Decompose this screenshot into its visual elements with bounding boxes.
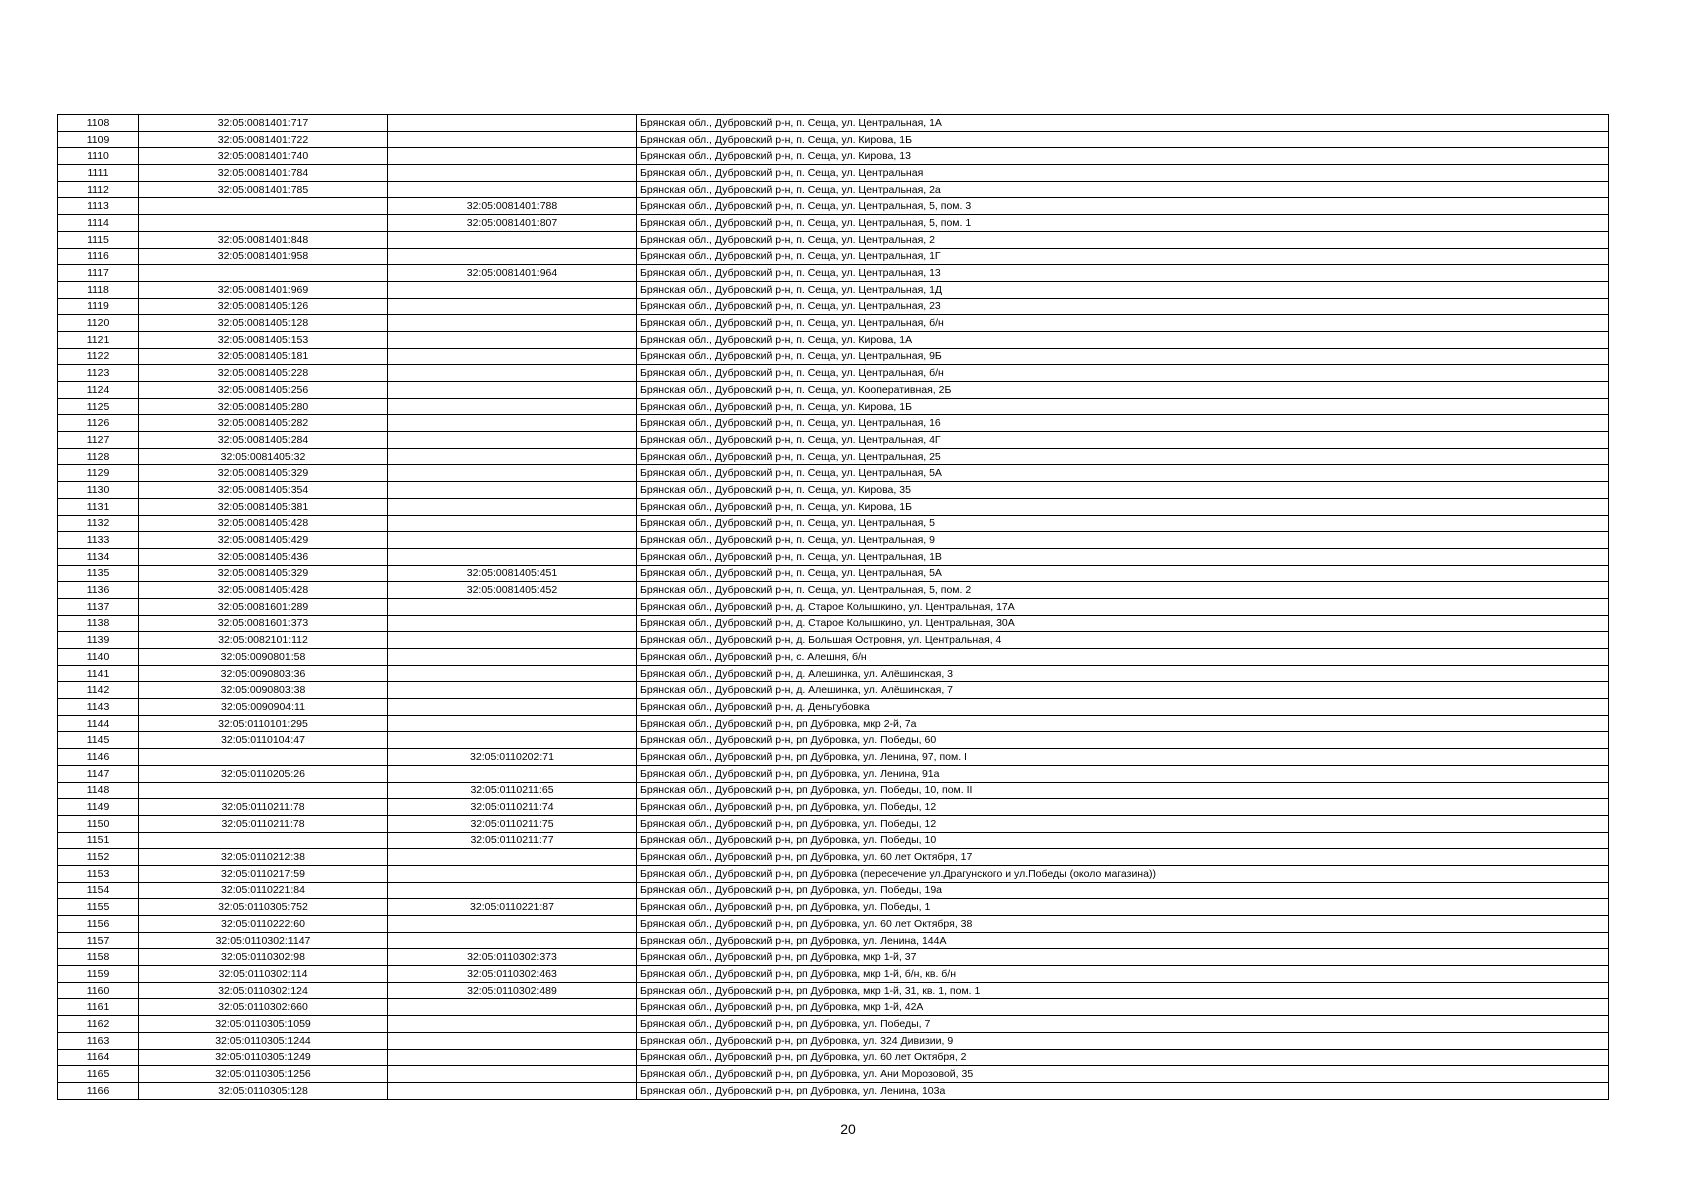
table-row <box>58 215 1609 232</box>
address-cell: Брянская обл., Дубровский р-н, рп Дубровка, ул. Победы, 1 <box>637 899 1609 916</box>
row-number-cell: 1118 <box>58 281 139 298</box>
address-cell: Брянская обл., Дубровский р-н, п. Сеща, ул. Центральная, 1В <box>637 548 1609 565</box>
object-number-cell <box>388 181 637 198</box>
table-row <box>58 365 1609 382</box>
object-number-cell <box>388 432 637 449</box>
cadastral-number-cell: 32:05:0110302:98 <box>139 949 388 966</box>
cadastral-number-cell: 32:05:0081401:958 <box>139 248 388 265</box>
cadastral-number-cell: 32:05:0081405:381 <box>139 498 388 515</box>
row-number-cell: 1133 <box>58 532 139 549</box>
address-cell: Брянская обл., Дубровский р-н, рп Дубровка, ул. 60 лет Октября, 38 <box>637 916 1609 933</box>
row-number-cell: 1128 <box>58 448 139 465</box>
table-row <box>58 699 1609 716</box>
address-cell: Брянская обл., Дубровский р-н, п. Сеща, ул. Центральная, 5 <box>637 515 1609 532</box>
object-number-cell <box>388 148 637 165</box>
address-cell: Брянская обл., Дубровский р-н, д. Деньгубовка <box>637 699 1609 716</box>
address-cell: Брянская обл., Дубровский р-н, п. Сеща, ул. Центральная, 23 <box>637 298 1609 315</box>
address-cell: Брянская обл., Дубровский р-н, рп Дубровка, мкр 1-й, 42А <box>637 999 1609 1016</box>
table-row <box>58 1049 1609 1066</box>
cadastral-number-cell: 32:05:0081405:436 <box>139 548 388 565</box>
object-number-cell: 32:05:0110202:71 <box>388 749 637 766</box>
object-number-cell: 32:05:0081401:964 <box>388 265 637 282</box>
row-number-cell: 1120 <box>58 315 139 332</box>
cadastral-number-cell: 32:05:0081405:329 <box>139 465 388 482</box>
cadastral-number-cell: 32:05:0081405:128 <box>139 315 388 332</box>
row-number-cell: 1114 <box>58 215 139 232</box>
object-number-cell <box>388 415 637 432</box>
object-number-cell <box>388 298 637 315</box>
table-row <box>58 515 1609 532</box>
row-number-cell: 1164 <box>58 1049 139 1066</box>
table-row <box>58 899 1609 916</box>
cadastral-number-cell: 32:05:0110211:78 <box>139 815 388 832</box>
row-number-cell: 1125 <box>58 398 139 415</box>
table-row <box>58 532 1609 549</box>
address-cell: Брянская обл., Дубровский р-н, д. Алешинка, ул. Алёшинская, 7 <box>637 682 1609 699</box>
address-cell: Брянская обл., Дубровский р-н, п. Сеща, ул. Центральная, 5, пом. 3 <box>637 198 1609 215</box>
cadastral-number-cell <box>139 749 388 766</box>
object-number-cell <box>388 649 637 666</box>
row-number-cell: 1165 <box>58 1066 139 1083</box>
cadastral-number-cell: 32:05:0110104:47 <box>139 732 388 749</box>
cadastral-number-cell: 32:05:0082101:112 <box>139 632 388 649</box>
cadastral-number-cell: 32:05:0090801:58 <box>139 649 388 666</box>
address-cell: Брянская обл., Дубровский р-н, п. Сеща, ул. Центральная, 9 <box>637 532 1609 549</box>
registry-table <box>57 114 1609 1100</box>
object-number-cell <box>388 348 637 365</box>
object-number-cell: 32:05:0110211:75 <box>388 815 637 832</box>
object-number-cell: 32:05:0081405:451 <box>388 565 637 582</box>
address-cell: Брянская обл., Дубровский р-н, п. Сеща, ул. Центральная, б/н <box>637 365 1609 382</box>
object-number-cell: 32:05:0110302:463 <box>388 966 637 983</box>
object-number-cell: 32:05:0110302:489 <box>388 982 637 999</box>
object-number-cell <box>388 699 637 716</box>
object-number-cell <box>388 315 637 332</box>
table-row <box>58 281 1609 298</box>
address-cell: Брянская обл., Дубровский р-н, п. Сеща, ул. Центральная, 1Д <box>637 281 1609 298</box>
object-number-cell <box>388 515 637 532</box>
row-number-cell: 1162 <box>58 1016 139 1033</box>
cadastral-number-cell <box>139 215 388 232</box>
address-cell: Брянская обл., Дубровский р-н, п. Сеща, ул. Центральная, 1А <box>637 115 1609 132</box>
table-row <box>58 181 1609 198</box>
table-row <box>58 682 1609 699</box>
table-row <box>58 832 1609 849</box>
table-row <box>58 865 1609 882</box>
row-number-cell: 1155 <box>58 899 139 916</box>
object-number-cell <box>388 932 637 949</box>
table-row <box>58 465 1609 482</box>
row-number-cell: 1129 <box>58 465 139 482</box>
row-number-cell: 1147 <box>58 765 139 782</box>
address-cell: Брянская обл., Дубровский р-н, рп Дубровка, ул. Победы, 7 <box>637 1016 1609 1033</box>
row-number-cell: 1132 <box>58 515 139 532</box>
table-row <box>58 1082 1609 1099</box>
address-cell: Брянская обл., Дубровский р-н, рп Дубровка, ул. Победы, 12 <box>637 799 1609 816</box>
object-number-cell <box>388 465 637 482</box>
address-cell: Брянская обл., Дубровский р-н, рп Дубровка, ул. Победы, 19а <box>637 882 1609 899</box>
table-row <box>58 999 1609 1016</box>
object-number-cell <box>388 498 637 515</box>
cadastral-number-cell <box>139 265 388 282</box>
address-cell: Брянская обл., Дубровский р-н, рп Дубровка, ул. Победы, 10, пом. II <box>637 782 1609 799</box>
address-cell: Брянская обл., Дубровский р-н, п. Сеща, ул. Центральная, б/н <box>637 315 1609 332</box>
cadastral-number-cell: 32:05:0110101:295 <box>139 715 388 732</box>
address-cell: Брянская обл., Дубровский р-н, п. Сеща, ул. Кирова, 1Б <box>637 398 1609 415</box>
table-row <box>58 448 1609 465</box>
row-number-cell: 1149 <box>58 799 139 816</box>
object-number-cell <box>388 1066 637 1083</box>
address-cell: Брянская обл., Дубровский р-н, п. Сеща, ул. Центральная, 5А <box>637 465 1609 482</box>
cadastral-number-cell: 32:05:0081405:256 <box>139 382 388 399</box>
address-cell: Брянская обл., Дубровский р-н, рп Дубровка, мкр 2-й, 7а <box>637 715 1609 732</box>
address-cell: Брянская обл., Дубровский р-н, рп Дубровка, ул. Победы, 10 <box>637 832 1609 849</box>
object-number-cell <box>388 732 637 749</box>
cadastral-number-cell: 32:05:0081405:153 <box>139 331 388 348</box>
address-cell: Брянская обл., Дубровский р-н, п. Сеща, ул. Центральная, 1Г <box>637 248 1609 265</box>
object-number-cell <box>388 331 637 348</box>
address-cell: Брянская обл., Дубровский р-н, п. Сеща, ул. Центральная, 5, пом. 2 <box>637 582 1609 599</box>
object-number-cell: 32:05:0110211:65 <box>388 782 637 799</box>
object-number-cell <box>388 115 637 132</box>
address-cell: Брянская обл., Дубровский р-н, рп Дубровка, ул. Ленина, 91а <box>637 765 1609 782</box>
table-row <box>58 298 1609 315</box>
row-number-cell: 1163 <box>58 1032 139 1049</box>
object-number-cell <box>388 248 637 265</box>
object-number-cell <box>388 1032 637 1049</box>
row-number-cell: 1159 <box>58 966 139 983</box>
object-number-cell <box>388 281 637 298</box>
row-number-cell: 1130 <box>58 482 139 499</box>
address-cell: Брянская обл., Дубровский р-н, рп Дубровка (пересечение ул.Драгунского и ул.Победы (около магазина)) <box>637 865 1609 882</box>
cadastral-number-cell: 32:05:0110305:1249 <box>139 1049 388 1066</box>
row-number-cell: 1131 <box>58 498 139 515</box>
row-number-cell: 1110 <box>58 148 139 165</box>
table-row <box>58 732 1609 749</box>
object-number-cell <box>388 365 637 382</box>
cadastral-number-cell: 32:05:0110212:38 <box>139 849 388 866</box>
cadastral-number-cell: 32:05:0081401:722 <box>139 131 388 148</box>
row-number-cell: 1153 <box>58 865 139 882</box>
address-cell: Брянская обл., Дубровский р-н, п. Сеща, ул. Кирова, 1Б <box>637 498 1609 515</box>
address-cell: Брянская обл., Дубровский р-н, д. Старое Колышкино, ул. Центральная, 17А <box>637 598 1609 615</box>
object-number-cell <box>388 615 637 632</box>
row-number-cell: 1121 <box>58 331 139 348</box>
row-number-cell: 1117 <box>58 265 139 282</box>
row-number-cell: 1158 <box>58 949 139 966</box>
cadastral-number-cell: 32:05:0081401:969 <box>139 281 388 298</box>
table-row <box>58 1016 1609 1033</box>
cadastral-number-cell: 32:05:0110221:84 <box>139 882 388 899</box>
table-row <box>58 415 1609 432</box>
table-row <box>58 949 1609 966</box>
table-row <box>58 248 1609 265</box>
row-number-cell: 1135 <box>58 565 139 582</box>
cadastral-number-cell: 32:05:0081401:717 <box>139 115 388 132</box>
table-row <box>58 315 1609 332</box>
row-number-cell: 1151 <box>58 832 139 849</box>
table-row <box>58 165 1609 182</box>
address-cell: Брянская обл., Дубровский р-н, рп Дубровка, ул. Ани Морозовой, 35 <box>637 1066 1609 1083</box>
row-number-cell: 1157 <box>58 932 139 949</box>
table-row <box>58 382 1609 399</box>
table-row <box>58 632 1609 649</box>
address-cell: Брянская обл., Дубровский р-н, п. Сеща, ул. Центральная, 5А <box>637 565 1609 582</box>
cadastral-number-cell: 32:05:0110302:114 <box>139 966 388 983</box>
row-number-cell: 1123 <box>58 365 139 382</box>
cadastral-number-cell: 32:05:0081401:785 <box>139 181 388 198</box>
cadastral-number-cell: 32:05:0081405:32 <box>139 448 388 465</box>
cadastral-number-cell: 32:05:0081601:289 <box>139 598 388 615</box>
cadastral-number-cell: 32:05:0081405:284 <box>139 432 388 449</box>
cadastral-number-cell: 32:05:0110305:128 <box>139 1082 388 1099</box>
object-number-cell: 32:05:0110211:77 <box>388 832 637 849</box>
table-row <box>58 1032 1609 1049</box>
address-cell: Брянская обл., Дубровский р-н, п. Сеща, ул. Центральная, 5, пом. 1 <box>637 215 1609 232</box>
cadastral-number-cell: 32:05:0081405:181 <box>139 348 388 365</box>
row-number-cell: 1122 <box>58 348 139 365</box>
row-number-cell: 1113 <box>58 198 139 215</box>
address-cell: Брянская обл., Дубровский р-н, п. Сеща, ул. Центральная, 2а <box>637 181 1609 198</box>
object-number-cell <box>388 916 637 933</box>
address-cell: Брянская обл., Дубровский р-н, рп Дубровка, ул. 60 лет Октября, 17 <box>637 849 1609 866</box>
table-row <box>58 432 1609 449</box>
row-number-cell: 1108 <box>58 115 139 132</box>
object-number-cell <box>388 165 637 182</box>
cadastral-number-cell: 32:05:0110205:26 <box>139 765 388 782</box>
address-cell: Брянская обл., Дубровский р-н, рп Дубровка, ул. 60 лет Октября, 2 <box>637 1049 1609 1066</box>
address-cell: Брянская обл., Дубровский р-н, рп Дубровка, ул. Победы, 12 <box>637 815 1609 832</box>
object-number-cell <box>388 398 637 415</box>
table-row <box>58 115 1609 132</box>
row-number-cell: 1148 <box>58 782 139 799</box>
table-row <box>58 231 1609 248</box>
row-number-cell: 1124 <box>58 382 139 399</box>
cadastral-number-cell: 32:05:0081405:354 <box>139 482 388 499</box>
row-number-cell: 1154 <box>58 882 139 899</box>
cadastral-number-cell: 32:05:0090803:36 <box>139 665 388 682</box>
address-cell: Брянская обл., Дубровский р-н, рп Дубровка, ул. 324 Дивизии, 9 <box>637 1032 1609 1049</box>
table-row <box>58 582 1609 599</box>
table-row <box>58 131 1609 148</box>
row-number-cell: 1119 <box>58 298 139 315</box>
address-cell: Брянская обл., Дубровский р-н, д. Большая Островня, ул. Центральная, 4 <box>637 632 1609 649</box>
table-row <box>58 765 1609 782</box>
object-number-cell <box>388 382 637 399</box>
table-row <box>58 665 1609 682</box>
row-number-cell: 1145 <box>58 732 139 749</box>
table-row <box>58 966 1609 983</box>
cadastral-number-cell: 32:05:0110305:752 <box>139 899 388 916</box>
object-number-cell <box>388 131 637 148</box>
row-number-cell: 1166 <box>58 1082 139 1099</box>
address-cell: Брянская обл., Дубровский р-н, рп Дубровка, мкр 1-й, б/н, кв. б/н <box>637 966 1609 983</box>
cadastral-number-cell: 32:05:0081405:428 <box>139 515 388 532</box>
address-cell: Брянская обл., Дубровский р-н, п. Сеща, ул. Центральная, 16 <box>637 415 1609 432</box>
cadastral-number-cell <box>139 198 388 215</box>
table-row <box>58 749 1609 766</box>
registry-table-body <box>58 115 1609 1100</box>
row-number-cell: 1160 <box>58 982 139 999</box>
row-number-cell: 1139 <box>58 632 139 649</box>
row-number-cell: 1116 <box>58 248 139 265</box>
cadastral-number-cell: 32:05:0081405:126 <box>139 298 388 315</box>
row-number-cell: 1140 <box>58 649 139 666</box>
table-row <box>58 565 1609 582</box>
table-row <box>58 882 1609 899</box>
cadastral-number-cell <box>139 782 388 799</box>
object-number-cell <box>388 682 637 699</box>
address-cell: Брянская обл., Дубровский р-н, п. Сеща, ул. Кирова, 1А <box>637 331 1609 348</box>
row-number-cell: 1146 <box>58 749 139 766</box>
object-number-cell: 32:05:0081401:807 <box>388 215 637 232</box>
table-row <box>58 265 1609 282</box>
address-cell: Брянская обл., Дубровский р-н, п. Сеща, ул. Центральная, 25 <box>637 448 1609 465</box>
object-number-cell <box>388 865 637 882</box>
table-row <box>58 1066 1609 1083</box>
row-number-cell: 1144 <box>58 715 139 732</box>
table-row <box>58 982 1609 999</box>
cadastral-number-cell: 32:05:0081405:429 <box>139 532 388 549</box>
address-cell: Брянская обл., Дубровский р-н, п. Сеща, ул. Кирова, 35 <box>637 482 1609 499</box>
table-row <box>58 482 1609 499</box>
object-number-cell <box>388 598 637 615</box>
cadastral-number-cell: 32:05:0081405:228 <box>139 365 388 382</box>
table-row <box>58 782 1609 799</box>
cadastral-number-cell: 32:05:0110222:60 <box>139 916 388 933</box>
object-number-cell: 32:05:0110302:373 <box>388 949 637 966</box>
row-number-cell: 1109 <box>58 131 139 148</box>
table-row <box>58 148 1609 165</box>
address-cell: Брянская обл., Дубровский р-н, п. Сеща, ул. Центральная, 2 <box>637 231 1609 248</box>
object-number-cell: 32:05:0081405:452 <box>388 582 637 599</box>
object-number-cell <box>388 231 637 248</box>
object-number-cell <box>388 532 637 549</box>
address-cell: Брянская обл., Дубровский р-н, п. Сеща, ул. Центральная, 13 <box>637 265 1609 282</box>
address-cell: Брянская обл., Дубровский р-н, рп Дубровка, ул. Ленина, 144А <box>637 932 1609 949</box>
row-number-cell: 1142 <box>58 682 139 699</box>
cadastral-number-cell: 32:05:0110305:1059 <box>139 1016 388 1033</box>
cadastral-number-cell: 32:05:0090904:11 <box>139 699 388 716</box>
object-number-cell <box>388 1082 637 1099</box>
address-cell: Брянская обл., Дубровский р-н, п. Сеща, ул. Центральная, 9Б <box>637 348 1609 365</box>
cadastral-number-cell: 32:05:0110305:1256 <box>139 1066 388 1083</box>
row-number-cell: 1111 <box>58 165 139 182</box>
row-number-cell: 1137 <box>58 598 139 615</box>
object-number-cell <box>388 849 637 866</box>
address-cell: Брянская обл., Дубровский р-н, п. Сеща, ул. Кирова, 13 <box>637 148 1609 165</box>
table-row <box>58 799 1609 816</box>
cadastral-number-cell: 32:05:0081601:373 <box>139 615 388 632</box>
table-row <box>58 348 1609 365</box>
address-cell: Брянская обл., Дубровский р-н, п. Сеща, ул. Кооперативная, 2Б <box>637 382 1609 399</box>
object-number-cell <box>388 715 637 732</box>
table-row <box>58 198 1609 215</box>
cadastral-number-cell <box>139 832 388 849</box>
row-number-cell: 1112 <box>58 181 139 198</box>
table-row <box>58 598 1609 615</box>
address-cell: Брянская обл., Дубровский р-н, рп Дубровка, ул. Победы, 60 <box>637 732 1609 749</box>
table-row <box>58 815 1609 832</box>
object-number-cell <box>388 1049 637 1066</box>
row-number-cell: 1156 <box>58 916 139 933</box>
object-number-cell <box>388 632 637 649</box>
address-cell: Брянская обл., Дубровский р-н, рп Дубровка, ул. Ленина, 103а <box>637 1082 1609 1099</box>
object-number-cell <box>388 482 637 499</box>
address-cell: Брянская обл., Дубровский р-н, рп Дубровка, ул. Ленина, 97, пом. I <box>637 749 1609 766</box>
row-number-cell: 1136 <box>58 582 139 599</box>
table-row <box>58 615 1609 632</box>
address-cell: Брянская обл., Дубровский р-н, д. Алешинка, ул. Алёшинская, 3 <box>637 665 1609 682</box>
table-row <box>58 331 1609 348</box>
row-number-cell: 1150 <box>58 815 139 832</box>
row-number-cell: 1143 <box>58 699 139 716</box>
object-number-cell: 32:05:0081401:788 <box>388 198 637 215</box>
address-cell: Брянская обл., Дубровский р-н, д. Старое Колышкино, ул. Центральная, 30А <box>637 615 1609 632</box>
address-cell: Брянская обл., Дубровский р-н, рп Дубровка, мкр 1-й, 31, кв. 1, пом. 1 <box>637 982 1609 999</box>
table-row <box>58 932 1609 949</box>
address-cell: Брянская обл., Дубровский р-н, п. Сеща, ул. Центральная, 4Г <box>637 432 1609 449</box>
object-number-cell: 32:05:0110211:74 <box>388 799 637 816</box>
object-number-cell <box>388 765 637 782</box>
row-number-cell: 1127 <box>58 432 139 449</box>
table-row <box>58 498 1609 515</box>
object-number-cell <box>388 999 637 1016</box>
cadastral-number-cell: 32:05:0081405:428 <box>139 582 388 599</box>
row-number-cell: 1126 <box>58 415 139 432</box>
table-row <box>58 649 1609 666</box>
table-row <box>58 398 1609 415</box>
object-number-cell <box>388 448 637 465</box>
cadastral-number-cell: 32:05:0110302:1147 <box>139 932 388 949</box>
object-number-cell <box>388 1016 637 1033</box>
cadastral-number-cell: 32:05:0110211:78 <box>139 799 388 816</box>
row-number-cell: 1115 <box>58 231 139 248</box>
object-number-cell: 32:05:0110221:87 <box>388 899 637 916</box>
cadastral-number-cell: 32:05:0081401:848 <box>139 231 388 248</box>
cadastral-number-cell: 32:05:0110305:1244 <box>139 1032 388 1049</box>
object-number-cell <box>388 548 637 565</box>
table-row <box>58 916 1609 933</box>
row-number-cell: 1152 <box>58 849 139 866</box>
cadastral-number-cell: 32:05:0081401:740 <box>139 148 388 165</box>
object-number-cell <box>388 665 637 682</box>
cadastral-number-cell: 32:05:0081401:784 <box>139 165 388 182</box>
address-cell: Брянская обл., Дубровский р-н, п. Сеща, ул. Кирова, 1Б <box>637 131 1609 148</box>
row-number-cell: 1138 <box>58 615 139 632</box>
cadastral-number-cell: 32:05:0110302:124 <box>139 982 388 999</box>
cadastral-number-cell: 32:05:0081405:280 <box>139 398 388 415</box>
row-number-cell: 1141 <box>58 665 139 682</box>
row-number-cell: 1161 <box>58 999 139 1016</box>
cadastral-number-cell: 32:05:0081405:282 <box>139 415 388 432</box>
table-row <box>58 715 1609 732</box>
address-cell: Брянская обл., Дубровский р-н, с. Алешня, б/н <box>637 649 1609 666</box>
row-number-cell: 1134 <box>58 548 139 565</box>
cadastral-number-cell: 32:05:0110217:59 <box>139 865 388 882</box>
object-number-cell <box>388 882 637 899</box>
address-cell: Брянская обл., Дубровский р-н, п. Сеща, ул. Центральная <box>637 165 1609 182</box>
page-number: 20 <box>840 1121 856 1137</box>
table-row <box>58 548 1609 565</box>
table-row <box>58 849 1609 866</box>
cadastral-number-cell: 32:05:0110302:660 <box>139 999 388 1016</box>
cadastral-number-cell: 32:05:0090803:38 <box>139 682 388 699</box>
address-cell: Брянская обл., Дубровский р-н, рп Дубровка, мкр 1-й, 37 <box>637 949 1609 966</box>
cadastral-number-cell: 32:05:0081405:329 <box>139 565 388 582</box>
